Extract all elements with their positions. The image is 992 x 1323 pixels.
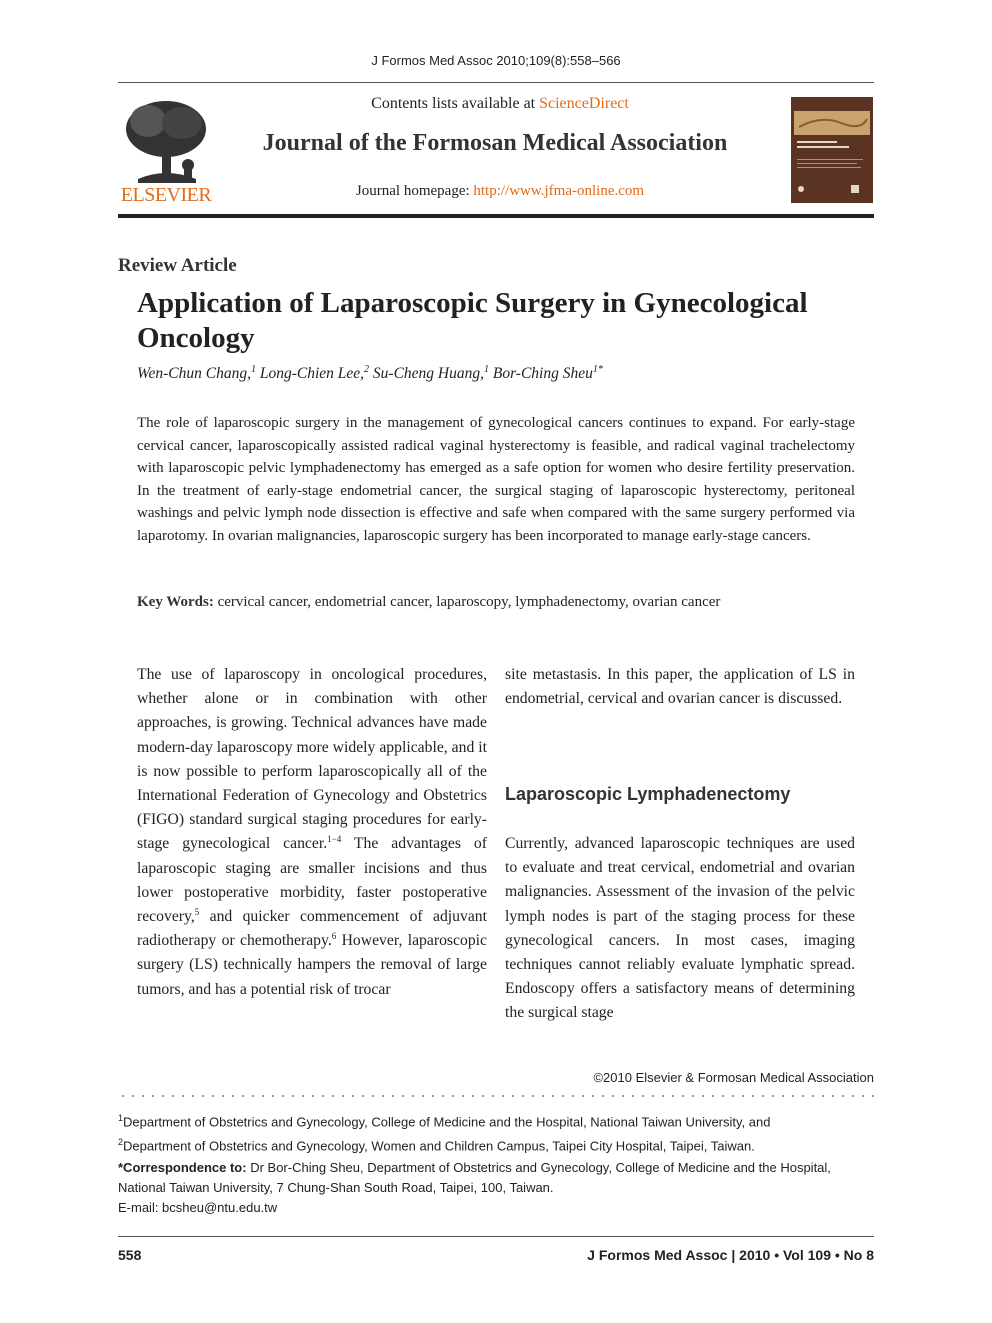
body-text: and quicker commencement of adjuvant radiotherapy or chemotherapy. xyxy=(137,908,487,950)
affil-number: 2 xyxy=(118,1137,124,1148)
affil-text: Department of Obstetrics and Gynecology, College of Medicine and the Hospital, National Taiwan University, and xyxy=(123,1114,771,1130)
affil-number: 1 xyxy=(118,1113,124,1123)
body-column-right-bottom: Currently, advanced laparoscopic techniques are used to evaluate and treat cervical, endometrial and ovarian malignancies. Assessment of the invasion of the pelvic lymph nodes is part of the staging process for these gynecological cancers. In most cases, imaging techniques cannot reliably evaluate lymphatic spread. Endoscopy offers a satisfactory means of determining the surgical stage xyxy=(505,835,855,1022)
journal-title: Journal of the Formosan Medical Association xyxy=(262,130,728,156)
article-title: Application of Laparoscopic Surgery in Gynecological Oncology xyxy=(137,287,808,354)
author-affil-ref: 1* xyxy=(592,364,603,375)
author-affil-ref: 1 xyxy=(250,364,256,375)
keywords-list: cervical cancer, endometrial cancer, laparoscopy, lymphadenectomy, ovarian cancer xyxy=(213,594,721,610)
affil-text: Department of Obstetrics and Gynecology, Women and Children Campus, Taipei City Hospital, Taipei, Taiwan. xyxy=(123,1138,755,1154)
homepage-line xyxy=(250,183,750,200)
correspondence-text: Dr Bor-Ching Sheu, Department of Obstetrics and Gynecology, College of Medicine and the Hospital, National Taiwan University, 7 Chung-Shan South Road, Taipei, 100, Taiwan. xyxy=(118,1160,831,1195)
article-type: Review Article xyxy=(118,255,237,276)
abstract: The role of laparoscopic surgery in the management of gynecological cancers continues to expand. For early-stage cervical cancer, laparoscopically assisted radical vaginal hysterectomy is feasible, and radical vaginal trachelectomy with laparoscopic pelvic lymphadenectomy has emerged as a safe option for women who desire fertility preservation. In the treatment of early-stage endometrial cancer, the surgical staging of laparoscopic hysterectomy, peritoneal washings and pelvic lymph node dissection is effective and safe when compared with the same surgery performed via laparotomy. In ovarian malignancies, laparoscopic surgery has been incorporated to manage early-stage cancers. xyxy=(137,415,855,544)
header-thick-rule xyxy=(118,214,874,218)
affiliation-2 xyxy=(118,1132,874,1156)
homepage-link[interactable]: http://www.jfma-online.com xyxy=(473,183,645,199)
author-name: Wen-Chun Chang, xyxy=(137,365,251,383)
header-rule xyxy=(118,82,874,83)
body-text: The advantages of laparoscopic staging are smaller incisions and thus lower postoperative morbidity, faster postoperative recovery, xyxy=(137,835,487,926)
correspondence xyxy=(118,1158,874,1218)
citation-ref[interactable]: 1−4 xyxy=(327,834,342,845)
contents-prefix: Contents lists available at xyxy=(371,95,540,112)
body-column-right-top: site metastasis. In this paper, the application of LS in endometrial, cervical and ovarian cancer is discussed. xyxy=(505,666,855,708)
citation-ref[interactable]: 6 xyxy=(331,931,337,941)
author-affil-ref: 1 xyxy=(483,364,489,375)
dotted-divider xyxy=(118,1095,874,1097)
affiliations xyxy=(118,1108,874,1157)
author-name: Long-Chien Lee, xyxy=(259,365,365,383)
footer-journal-info: J Formos Med Assoc | 2010 • Vol 109 • No 8 xyxy=(587,1247,874,1263)
correspondence-label: *Correspondence to: xyxy=(118,1160,247,1175)
affiliation-1 xyxy=(118,1108,874,1132)
homepage-prefix: Journal homepage: xyxy=(355,183,474,199)
author-name: Bor-Ching Sheu xyxy=(492,365,593,383)
sciencedirect-link[interactable]: ScienceDirect xyxy=(539,95,629,112)
publisher-name: ELSEVIER xyxy=(120,184,212,206)
body-text: The use of laparoscopy in oncological procedures, whether alone or in combination with other approaches, is growing. Technical advances have made modern-day laparoscopy more widely applicable, and it is now possible to perform laparoscopically all of the International Federation of Gynecology and Obstetrics (FIGO) standard surgical staging procedures for early-stage gynecological cancer. xyxy=(137,666,487,853)
correspondence-email[interactable]: E-mail: bcsheu@ntu.edu.tw xyxy=(118,1200,278,1215)
citation-ref[interactable]: 5 xyxy=(194,906,200,917)
body-column-left xyxy=(137,663,487,1002)
page-number: 558 xyxy=(118,1247,142,1263)
author-affil-ref: 2 xyxy=(364,364,370,375)
footer-rule xyxy=(118,1236,874,1237)
journal-citation: J Formos Med Assoc 2010;109(8):558–566 xyxy=(371,53,621,68)
body-text: However, laparoscopic surgery (LS) technically hampers the removal of large tumors, and has a potential risk of trocar xyxy=(137,932,487,998)
copyright-notice: ©2010 Elsevier & Formosan Medical Association xyxy=(593,1070,874,1085)
contents-line xyxy=(250,95,750,113)
journal-cover-image xyxy=(791,97,873,203)
keywords xyxy=(137,594,855,611)
section-heading: Laparoscopic Lymphadenectomy xyxy=(505,784,791,804)
author-name: Su-Cheng Huang, xyxy=(372,365,484,383)
keywords-label: Key Words: xyxy=(137,594,214,610)
author-list xyxy=(137,364,603,383)
